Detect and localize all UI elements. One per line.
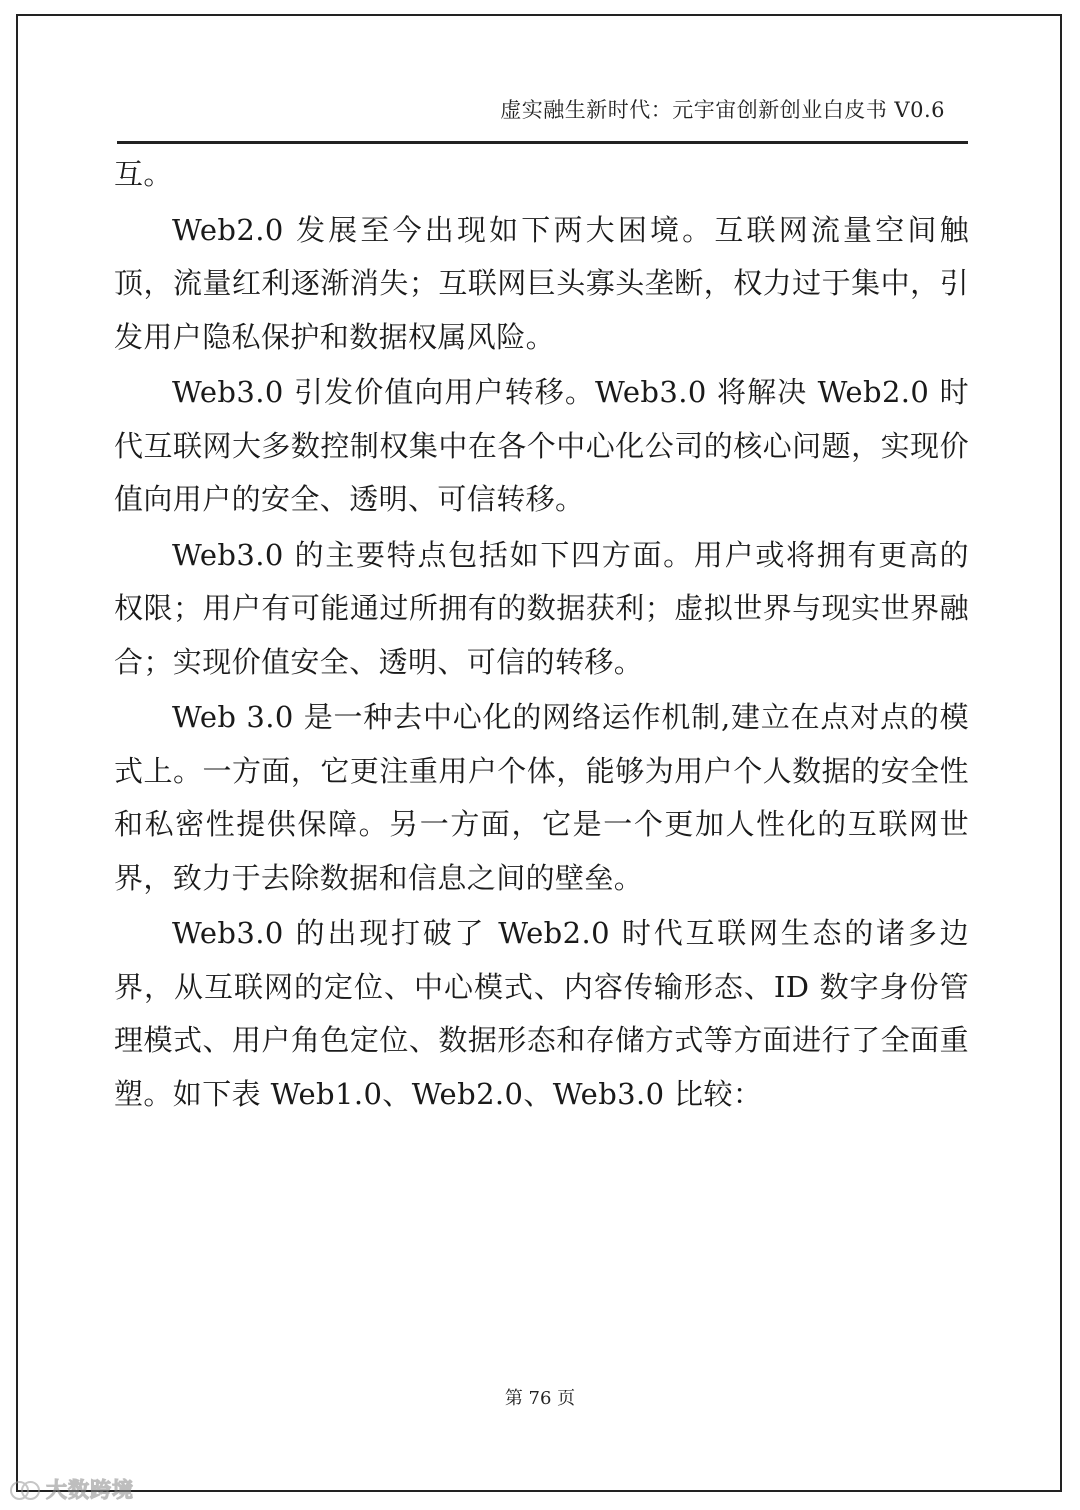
header-rule <box>117 141 968 144</box>
paragraph-continuation: 互。 <box>114 157 173 191</box>
paragraph: Web3.0 的出现打破了 Web2.0 时代互联网生态的诸多边界，从互联网的定位、中心模式、内容传输形态、ID 数字身份管理模式、用户角色定位、数据形态和存储方式等方面进行了全面重塑。如下表 Web1.0、Web2.0、Web3.0 比较： <box>114 916 969 1111</box>
header-title: 虚实融生新时代：元宇宙创新创业白皮书 V0.6 <box>500 98 945 122</box>
document-body <box>114 148 969 1121</box>
paragraph: Web3.0 引发价值向用户转移。Web3.0 将解决 Web2.0 时代互联网大多数控制权集中在各个中心化公司的核心问题，实现价值向用户的安全、透明、可信转移。 <box>114 375 969 516</box>
paragraph: Web2.0 发展至今出现如下两大困境。互联网流量空间触顶，流量红利逐渐消失；互联网巨头寡头垄断，权力过于集中，引发用户隐私保护和数据权属风险。 <box>114 212 969 354</box>
wechat-channel-logo-icon <box>10 1477 40 1501</box>
page-number: 第 76 页 <box>504 1388 576 1409</box>
watermark <box>10 1474 134 1504</box>
paragraph: Web3.0 的主要特点包括如下四方面。用户或将拥有更高的权限；用户有可能通过所拥有的数据获利；虚拟世界与现实世界融合；实现价值安全、透明、可信的转移。 <box>114 537 969 679</box>
paragraph: Web 3.0 是一种去中心化的网络运作机制,建立在点对点的模式上。一方面，它更注重用户个体，能够为用户个人数据的安全性和私密性提供保障。另一方面，它是一个更加人性化的互联网世界，致力于去除数据和信息之间的壁垒。 <box>114 700 969 895</box>
watermark-text: 大数跨境 <box>46 1478 134 1502</box>
